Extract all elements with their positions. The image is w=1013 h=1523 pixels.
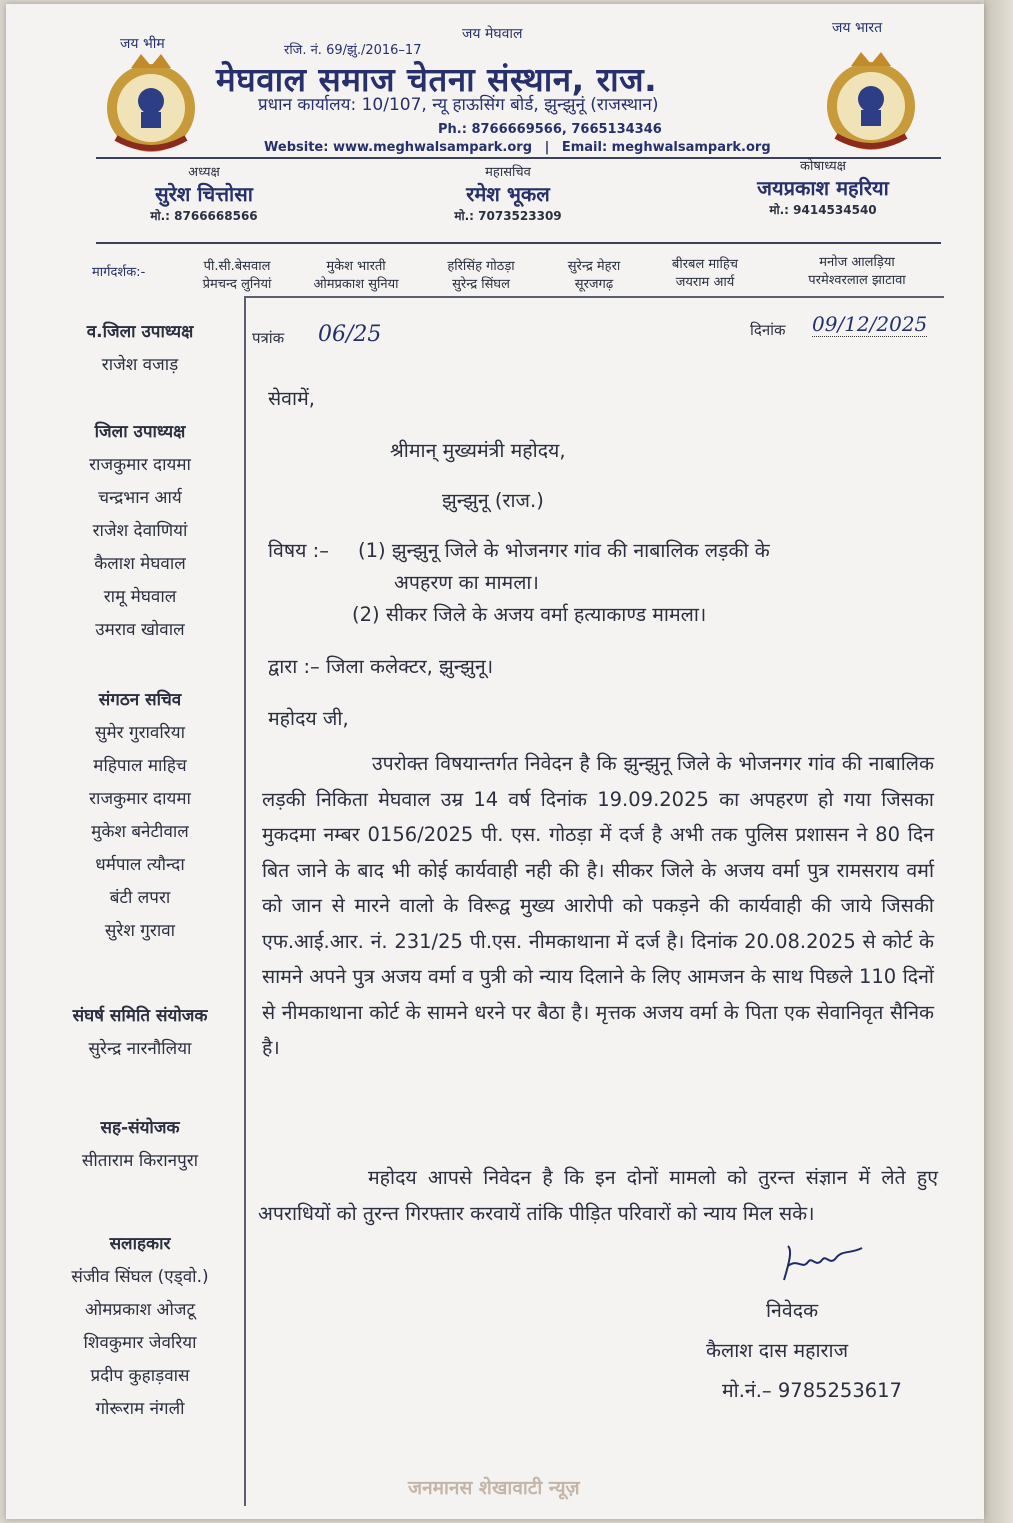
date-label: दिनांक — [750, 321, 786, 339]
sidebar-group-title: सलाहकार — [109, 1234, 171, 1254]
recipient-place: झुन्झुनू (राज.) — [442, 489, 544, 512]
registration-number: रजि. नं. 69/झुं./2016–17 — [284, 43, 422, 58]
guide-entry — [296, 256, 416, 292]
sidebar-member: कैलाश मेघवाल — [94, 554, 186, 574]
sidebar-group — [50, 684, 230, 948]
guide-entry — [426, 256, 536, 292]
sidebar-member: शिवकुमार जेवरिया — [83, 1333, 197, 1353]
guide-name: सुरेन्द्र सिंघल — [452, 277, 510, 292]
date-value: 09/12/2025 — [812, 312, 928, 336]
general-secretary-block — [428, 162, 588, 224]
guide-name: पी.सी.बेसवाल — [203, 259, 271, 274]
guide-name: मुकेश भारती — [326, 259, 386, 274]
right-slogan: जय भारत — [832, 20, 883, 36]
paragraph-text: महोदय आपसे निवेदन है कि इन दोनों मामलो को तुरन्त संज्ञान में लेते हुए अपराधियों को तुरन्त गिरफ्तार करवायें तांकि पीड़ित परिवारों को न्याय मिल सके। — [258, 1166, 938, 1225]
guide-name: ओमप्रकाश सुनिया — [313, 277, 399, 292]
ref-number: 06/25 — [318, 322, 382, 347]
sidebar-member: गोरूराम नंगली — [95, 1399, 185, 1419]
sidebar-member: सीताराम किरानपुरा — [81, 1151, 199, 1171]
guide-name: प्रेमचन्द लुनियां — [202, 277, 272, 292]
greeting: महोदय जी, — [268, 707, 349, 730]
recipient: श्रीमान् मुख्यमंत्री महोदय, — [390, 439, 566, 462]
sidebar-member: राजेश देवाणियां — [92, 521, 188, 541]
guide-name: परमेश्वरलाल झाटावा — [808, 273, 906, 288]
guides-label: मार्गदर्शक:- — [92, 265, 146, 280]
paragraph-text: उपरोक्त विषयान्तर्गत निवेदन है कि झुन्झुनू जिले के भोजनगर गांव की नाबालिक लड़की निकिता मेघवाल उम्र 14 वर्ष दिनांक 19.09.2025 का अपहरण हो गया जिसका मुकदमा नम्बर 0156/2025 पी. एस. गोठड़ा में दर्ज है अभी तक पुलिस प्रशासन ने 80 दिन बित जाने के बाद भी कोई कार्यवाही नही की है। सीकर जिले के अजय वर्मा पुत्र रामसराय वर्मा को जान से मारने वालो के विरूद्व मुख्य आरोपी को पकड़ने की कार्यवाही की जाये जिसकी एफ.आई.आर. नं. 231/25 पी.एस. नीमकाथाना में दर्ज है। दिनांक 20.08.2025 से कोर्ट के सामने अपने पुत्र अजय वर्मा व पुत्री को न्याय दिलाने के लिए आमजन के साथ पिछले 110 दिनों से नीमकाथाना कोर्ट के सामने धरने पर बैठा है। मृत्तक अजय वर्मा के पिता एक सेवानिवृत सैनिक है। — [262, 752, 934, 1059]
guide-entry — [544, 256, 644, 292]
phone-numbers: Ph.: 8766669566, 7665134346 — [438, 122, 662, 137]
sidebar-member: सुरेश गुरावा — [104, 921, 176, 941]
subject-label: विषय :– — [268, 539, 329, 562]
salutation-to: सेवामें, — [268, 387, 315, 410]
general-secretary-name: रमेश भूकल — [466, 182, 550, 206]
paper-edge — [984, 0, 1013, 1523]
treasurer-mobile: मो.: 9414534540 — [769, 203, 877, 217]
sidebar-member: सुमेर गुरावरिया — [94, 723, 185, 743]
right-emblem — [818, 44, 924, 156]
sidebar-member: प्रदीप कुहाड़वास — [90, 1366, 190, 1386]
sidebar-member: महिपाल माहिच — [93, 756, 187, 776]
sidebar-member: ओमप्रकाश ओजटू — [84, 1300, 196, 1320]
left-slogan: जय भीम — [120, 36, 165, 52]
treasurer-name: जयप्रकाश महरिया — [757, 176, 889, 200]
subject-line: (2) सीकर जिले के अजय वर्मा हत्याकाण्ड मामला। — [352, 603, 707, 626]
sidebar-group — [50, 1000, 230, 1066]
sidebar-group — [50, 1112, 230, 1178]
sidebar-member: सुरेन्द्र नारनौलिया — [88, 1039, 192, 1059]
sidebar-member: राजेश वजाड़ — [101, 355, 179, 375]
sidebar-member: रामू मेघवाल — [103, 587, 177, 607]
guide-name: मनोज आलड़िया — [819, 255, 895, 270]
president-role: अध्यक्ष — [188, 165, 220, 180]
sidebar-group-title: सह-संयोजक — [100, 1118, 180, 1138]
guide-entry — [782, 252, 932, 288]
website-email: Website: www.meghwalsampark.org | Email: meghwalsampark.org — [264, 140, 771, 155]
guide-entry — [182, 256, 292, 292]
sidebar-member: बंटी लपरा — [109, 888, 171, 908]
sidebar-group — [50, 316, 230, 382]
sidebar-rule — [244, 296, 246, 1506]
sidebar-member: राजकुमार दायमा — [89, 789, 191, 809]
guide-name: हरिसिंह गोठड़ा — [447, 259, 515, 274]
signatory-mobile: मो.नं.– 9785253617 — [722, 1379, 902, 1402]
sidebar-member: संजीव सिंघल (एड्वो.) — [71, 1267, 209, 1287]
website: Website: www.meghwalsampark.org — [264, 140, 533, 155]
president-name: सुरेश चित्तोसा — [155, 182, 253, 206]
watermark: जनमानस शेखावाटी न्यूज़ — [408, 1477, 580, 1499]
guide-name: बीरबल माहिच — [671, 257, 739, 272]
closing: निवेदक — [766, 1299, 819, 1322]
general-secretary-mobile: मो.: 7073523309 — [454, 209, 562, 223]
sidebar-group-title: संगठन सचिव — [98, 690, 182, 710]
center-slogan: जय मेघवाल — [462, 26, 523, 42]
signatory-name: कैलाश दास महाराज — [706, 1339, 849, 1362]
sidebar-group-title: जिला उपाध्यक्ष — [94, 422, 186, 442]
bearers-divider — [96, 242, 941, 244]
via-line: द्वारा :– जिला कलेक्टर, झुन्झुनू। — [268, 655, 494, 678]
sidebar-group-title: संघर्ष समिति संयोजक — [72, 1006, 208, 1026]
president-mobile: मो.: 8766668566 — [150, 209, 258, 223]
sidebar-member: राजकुमार दायमा — [89, 455, 191, 475]
sidebar-member: धर्मपाल त्यौन्दा — [95, 855, 185, 875]
left-emblem — [98, 46, 204, 158]
guide-name: जयराम आर्य — [675, 275, 735, 290]
guide-entry — [650, 254, 760, 290]
sidebar-member: उमराव खोवाल — [95, 620, 185, 640]
treasurer-role: कोषाध्यक्ष — [800, 159, 846, 174]
email: Email: meghwalsampark.org — [561, 140, 771, 155]
guide-name: सुरेन्द्र मेहरा — [567, 259, 621, 274]
body-paragraph-2 — [258, 1160, 938, 1231]
guide-name: सूरजगढ़ — [574, 277, 614, 292]
sidebar-group-title: व.जिला उपाध्यक्ष — [86, 322, 194, 342]
subject-line: (1) झुन्झुनू जिले के भोजनगर गांव की नाबालिक लड़की के — [358, 539, 770, 562]
sidebar-member: मुकेश बनेटीवाल — [91, 822, 189, 842]
treasurer-block — [718, 156, 928, 218]
body-paragraph-1 — [262, 746, 934, 1066]
sidebar-member: चन्द्रभान आर्य — [98, 488, 182, 508]
ref-label: पत्रांक — [252, 329, 285, 347]
president-block — [124, 162, 284, 224]
sidebar-group — [50, 1228, 230, 1426]
subject-line: अपहरण का मामला। — [394, 571, 539, 594]
organization-name: मेघवाल समाज चेतना संस्थान, राज. — [216, 60, 658, 99]
sidebar-group — [50, 416, 230, 647]
signature-mark — [776, 1240, 868, 1288]
general-secretary-role: महासचिव — [485, 165, 531, 180]
head-office-address: प्रधान कार्यालय: 10/107, न्यू हाऊसिंग बोर्ड, झुन्झुनूं (राजस्थान) — [258, 95, 659, 115]
body-top-rule — [244, 296, 944, 298]
letter-page — [6, 4, 984, 1519]
